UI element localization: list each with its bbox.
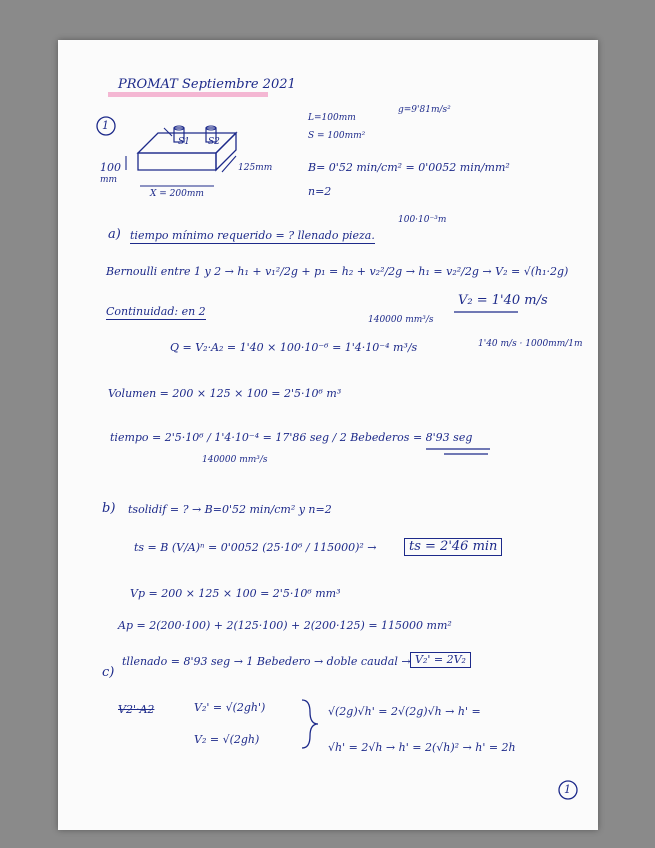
piece-volume: Vp = 200 × 125 × 100 = 2'5·10⁶ mm³ bbox=[130, 587, 341, 600]
diagram-depth-label: 125mm bbox=[238, 163, 273, 173]
diagram-width-label: X = 200mm bbox=[150, 189, 204, 199]
solidification-result: ts = 2'46 min bbox=[404, 538, 502, 556]
page-number: 1 bbox=[564, 783, 571, 796]
continuity-equation: Q = V₂·A₂ = 1'40 × 100·10⁻⁶ = 1'4·10⁻⁴ m³/s bbox=[170, 341, 418, 354]
part-b-label: b) bbox=[102, 501, 116, 516]
part-c-label: c) bbox=[102, 665, 115, 680]
rhs-eq-2: √h' = 2√h → h' = 2(√h)² → h' = 2h bbox=[328, 741, 516, 754]
volume-equation: Volumen = 200 × 125 × 100 = 2'5·10⁶ m³ bbox=[108, 387, 342, 400]
given-g: g=9'81m/s² bbox=[398, 105, 451, 115]
time-equation: tiempo = 2'5·10⁶ / 1'4·10⁻⁴ = 17'86 seg / 2 Bebederos = 8'93 seg bbox=[110, 431, 473, 444]
struck-text: V2'·A2 bbox=[118, 703, 155, 716]
diagram-height-value: 100 bbox=[100, 161, 121, 174]
given-n: n=2 bbox=[308, 185, 332, 198]
flow-note: 140000 mm³/s bbox=[368, 315, 434, 325]
part-c-boxed-result: V₂' = 2V₂ bbox=[410, 652, 471, 668]
diagram-outlet-label: S2 bbox=[208, 137, 220, 147]
solidification-formula: ts = B (V/A)ⁿ = 0'0052 (25·10⁶ / 115000)² → bbox=[134, 541, 377, 554]
given-S: S = 100mm² bbox=[308, 131, 366, 141]
part-a-question: tiempo mínimo requerido = ? llenado pieza. bbox=[130, 230, 375, 244]
eq-v2-prime: V₂' = √(2gh') bbox=[194, 701, 266, 714]
continuidad-label: Continuidad: en 2 bbox=[106, 306, 206, 320]
diagram-height-unit: mm bbox=[100, 175, 118, 185]
part-a-side-note: 100·10⁻³m bbox=[398, 215, 447, 225]
eq-v2: V₂ = √(2gh) bbox=[194, 733, 260, 746]
diagram-inlet-label: S1 bbox=[178, 137, 190, 147]
unit-conversion: 1'40 m/s · 1000mm/1m bbox=[478, 339, 583, 349]
bernoulli-equation: Bernoulli entre 1 y 2 → h₁ + v₁²/2g + p₁ = h₂ + v₂²/2g → h₁ = v₂²/2g → V₂ = √(h₁·2g) bbox=[106, 265, 569, 278]
part-c-statement: tllenado = 8'93 seg → 1 Bebedero → doble caudal → bbox=[122, 655, 411, 668]
time-denominator-note: 140000 mm³/s bbox=[202, 455, 268, 465]
notebook-page bbox=[58, 40, 598, 830]
given-B: B= 0'52 min/cm² = 0'0052 min/mm² bbox=[308, 161, 510, 174]
page-title: PROMAT Septiembre 2021 bbox=[118, 77, 296, 92]
piece-area: Ap = 2(200·100) + 2(125·100) + 2(200·125) = 115000 mm² bbox=[118, 619, 452, 632]
part-a-label: a) bbox=[108, 227, 121, 242]
rhs-eq-1: √(2g)√h' = 2√(2g)√h → h' = bbox=[328, 705, 481, 718]
problem-number: 1 bbox=[102, 119, 109, 132]
part-b-question: tsolidif = ? → B=0'52 min/cm² y n=2 bbox=[128, 503, 332, 516]
given-L: L=100mm bbox=[308, 113, 356, 123]
v2-result: V₂ = 1'40 m/s bbox=[458, 293, 548, 308]
